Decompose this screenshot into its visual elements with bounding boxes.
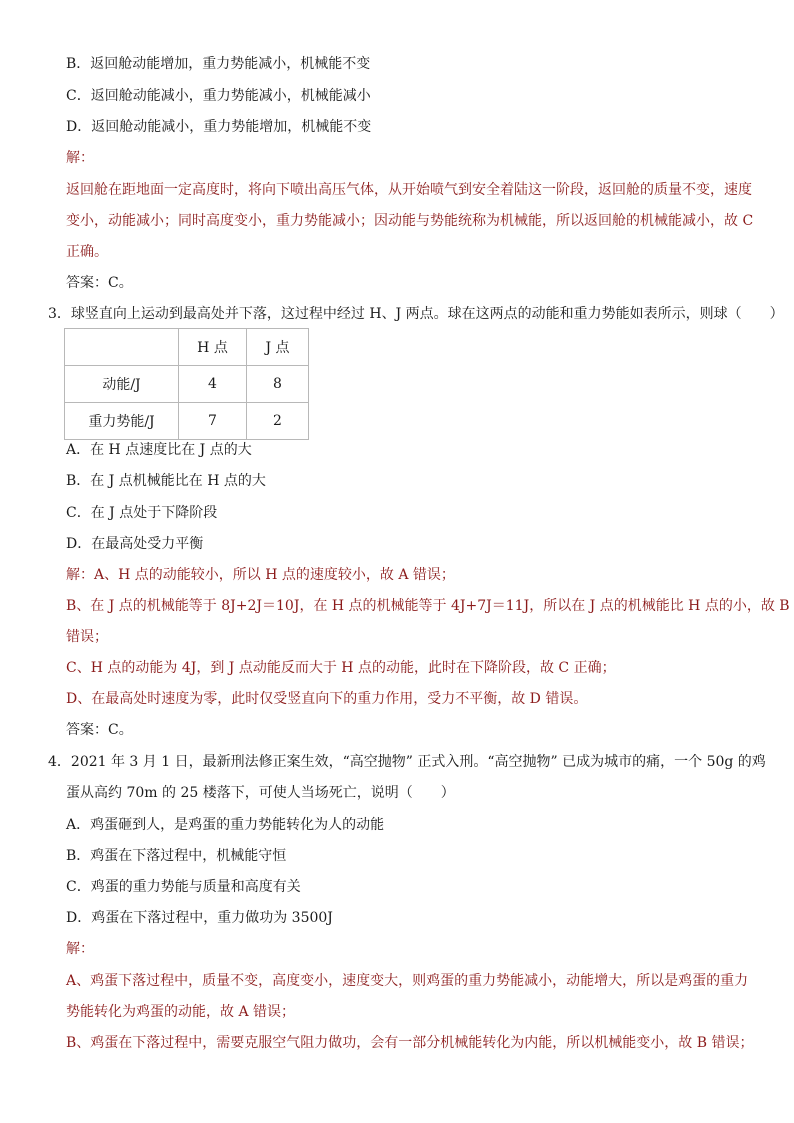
q3-answer: 答案：C。 [66, 722, 133, 738]
q4-option-c: C．鸡蛋的重力势能与质量和高度有关 [66, 879, 301, 895]
q4-solution-2: B、鸡蛋在下落过程中，需要克服空气阻力做功，会有一部分机械能转化为内能，所以机械能变小，故 B 错误； [66, 1035, 754, 1051]
q3-option-a: A．在 H 点速度比在 J 点的大 [66, 442, 252, 458]
table-header-h: H 点 [179, 329, 247, 366]
q3-solution-3: C、H 点的动能为 4J，到 J 点动能反而大于 H 点的动能，此时在下降阶段，故 C 正确； [66, 660, 616, 676]
q2-solution-line-2: 变小，动能减小；同时高度变小，重力势能减小；因动能与势能统称为机械能，所以返回舱的机械能减小，故 C [66, 213, 754, 229]
table-cell: 7 [179, 403, 247, 440]
table-row [65, 403, 309, 440]
q2-solution-line-1: 返回舱在距地面一定高度时，将向下喷出高压气体，从开始喷气到安全着陆这一阶段，返回舱的质量不变，速度 [66, 182, 752, 198]
table-row [65, 366, 309, 403]
q3-stem: 3．球竖直向上运动到最高处并下落，这过程中经过 H、J 两点。球在这两点的动能和重力势能如表所示，则球（ ） [48, 306, 784, 322]
q4-solution-label: 解： [66, 941, 94, 957]
table-header-row [65, 329, 309, 366]
table-cell: 2 [247, 403, 309, 440]
q2-option-b: B．返回舱动能增加，重力势能减小，机械能不变 [66, 56, 371, 72]
table-row-label: 动能/J [65, 366, 179, 403]
q2-option-c: C．返回舱动能减小，重力势能减小，机械能减小 [66, 88, 371, 104]
q2-solution-line-3: 正确。 [66, 244, 108, 260]
energy-table [64, 328, 309, 440]
q4-solution-1a: A、鸡蛋下落过程中，质量不变，高度变小，速度变大，则鸡蛋的重力势能减小，动能增大，所以是鸡蛋的重力 [66, 973, 749, 989]
q3-solution-1: 解：A、H 点的动能较小，所以 H 点的速度较小，故 A 错误； [66, 567, 455, 583]
q3-option-d: D．在最高处受力平衡 [66, 536, 204, 552]
q4-stem-line-1: 4．2021 年 3 月 1 日，最新刑法修正案生效，“高空抛物” 正式入刑。“高空抛物” 已成为城市的痛，一个 50g 的鸡 [48, 754, 766, 770]
q3-solution-2a: B、在 J 点的机械能等于 8J+2J＝10J，在 H 点的机械能等于 4J+7J＝11J，所以在 J 点的机械能比 H 点的小，故 B [66, 598, 790, 614]
q4-stem-line-2: 蛋从高约 70m 的 25 楼落下，可使人当场死亡，说明（ ） [66, 785, 455, 801]
q4-option-a: A．鸡蛋砸到人，是鸡蛋的重力势能转化为人的动能 [66, 817, 385, 833]
q4-option-d: D．鸡蛋在下落过程中，重力做功为 3500J [66, 910, 333, 926]
table-cell: 8 [247, 366, 309, 403]
q2-answer: 答案：C。 [66, 275, 133, 291]
q2-option-d: D．返回舱动能减小，重力势能增加，机械能不变 [66, 119, 372, 135]
q3-solution-4: D、在最高处时速度为零，此时仅受竖直向下的重力作用，受力不平衡，故 D 错误。 [66, 691, 588, 707]
q3-option-c: C．在 J 点处于下降阶段 [66, 505, 218, 521]
table-row-label: 重力势能/J [65, 403, 179, 440]
q3-option-b: B．在 J 点机械能比在 H 点的大 [66, 473, 266, 489]
q4-option-b: B．鸡蛋在下落过程中，机械能守恒 [66, 848, 287, 864]
table-header-j: J 点 [247, 329, 309, 366]
q3-solution-2b: 错误； [66, 629, 108, 645]
table-cell [65, 329, 179, 366]
table-cell: 4 [179, 366, 247, 403]
q4-solution-1b: 势能转化为鸡蛋的动能，故 A 错误； [66, 1004, 296, 1020]
q2-solution-label: 解： [66, 150, 94, 166]
